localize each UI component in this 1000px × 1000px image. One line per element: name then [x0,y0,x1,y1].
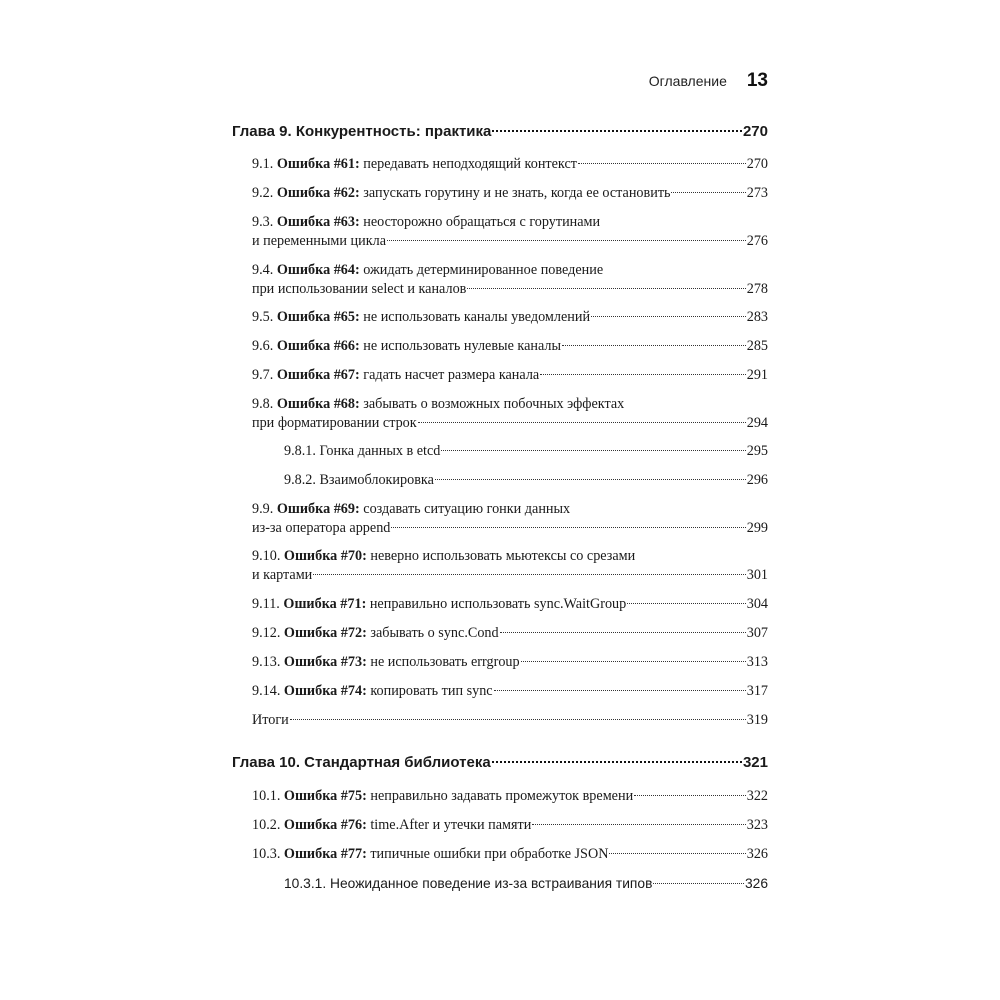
table-of-contents [232,0,768,1000]
leader-dots [634,795,746,796]
leader-dots [435,479,746,480]
entry-title: передавать неподходящий контекст [363,156,577,172]
leader-dots [441,450,745,451]
entry-number: 10.3. [252,846,281,862]
entry-page: 326 [746,846,768,862]
entry-number: 9.11. [252,596,280,612]
toc-entry-10-2[interactable] [252,816,768,835]
entry-number: 9.10. [252,548,281,564]
chapter-9-heading[interactable] [232,122,768,141]
toc-entry-9-6[interactable] [252,337,768,356]
error-label: Ошибка #62: [276,185,360,201]
entry-number: 9.9. [252,501,274,517]
entry-number: 9.6. [252,338,274,354]
leader-dots [391,527,745,528]
chapter-title: Глава 9. Конкурентность: практика [232,123,492,140]
error-label: Ошибка #76: [283,817,367,833]
entry-page: 323 [746,817,768,833]
entry-number: 9.7. [252,367,274,383]
error-label: Ошибка #67: [276,367,360,383]
entry-number: 9.2. [252,185,274,201]
toc-entry-9-8-2[interactable] [284,471,768,490]
error-label: Ошибка #72: [283,625,367,641]
entry-number: 9.12. [252,625,281,641]
entry-number: 9.8.2. [284,472,316,488]
error-label: Ошибка #68: [276,396,360,412]
entry-page: 278 [746,281,768,297]
entry-number: 9.1. [252,156,274,172]
entry-number: 10.3.1. [284,876,327,891]
leader-dots [609,853,745,854]
entry-page: 270 [746,156,768,172]
entry-page: 295 [746,443,768,459]
chapter-page: 321 [742,754,768,771]
leader-dots [492,761,742,763]
error-label: Ошибка #74: [283,683,367,699]
leader-dots [627,603,745,604]
entry-title: запускать горутину и не знать, когда ее остановить [363,185,671,201]
leader-dots [521,661,746,662]
entry-page: 319 [746,712,768,728]
toc-entry-9-3[interactable] [252,213,768,251]
toc-entry-9-2[interactable] [252,184,768,203]
entry-page: 304 [746,596,768,612]
entry-title-continuation: и переменными цикла [252,233,386,249]
error-label: Ошибка #77: [283,846,367,862]
leader-dots [418,422,746,423]
entry-page: 285 [746,338,768,354]
error-label: Ошибка #69: [276,501,360,517]
leader-dots [562,345,746,346]
leader-dots [387,240,746,241]
entry-page: 296 [746,472,768,488]
entry-title: гадать насчет размера канала [363,367,540,383]
entry-page: 294 [746,415,768,431]
error-label: Ошибка #70: [283,548,367,564]
toc-entry-9-8-1[interactable] [284,442,768,461]
entry-title: не использовать каналы уведомлений [363,309,591,325]
toc-entry-9-13[interactable] [252,653,768,672]
entry-title-continuation: при использовании select и каналов [252,281,467,297]
entry-number: 10.2. [252,817,281,833]
error-label: Ошибка #63: [276,214,360,230]
chapter-page: 270 [742,123,768,140]
toc-entry-9-12[interactable] [252,624,768,643]
entry-title: создавать ситуацию гонки данных [363,501,571,517]
leader-dots [494,690,746,691]
entry-page: 291 [746,367,768,383]
chapter-10-heading[interactable] [232,753,768,772]
toc-entry-9-14[interactable] [252,682,768,701]
entry-title: неосторожно обращаться с горутинами [363,214,601,230]
entry-title: Неожиданное поведение из-за встраивания типов [330,876,653,891]
entry-title: неправильно использовать sync.WaitGroup [369,596,627,612]
toc-entry-9-9[interactable] [252,500,768,538]
entry-page: 276 [746,233,768,249]
error-label: Ошибка #64: [276,262,360,278]
leader-dots [532,824,745,825]
toc-entry-9-8[interactable] [252,395,768,433]
leader-dots [500,632,746,633]
entry-number: 9.4. [252,262,274,278]
entry-title: типичные ошибки при обработке JSON [370,846,609,862]
entry-number: 9.13. [252,654,281,670]
toc-entry-summary[interactable] [252,711,768,730]
toc-entry-10-3-1[interactable] [284,874,768,893]
entry-page: 313 [746,654,768,670]
toc-entry-9-10[interactable] [252,547,768,585]
leader-dots [578,163,746,164]
chapter-title: Глава 10. Стандартная библиотека [232,754,491,771]
entry-page: 326 [744,876,768,891]
error-label: Ошибка #73: [283,654,367,670]
entry-number: 9.3. [252,214,274,230]
entry-title: не использовать нулевые каналы [363,338,562,354]
error-label: Ошибка #66: [276,338,360,354]
page-number: 13 [746,70,768,91]
entry-title: копировать тип sync [370,683,493,699]
entry-page: 322 [746,788,768,804]
leader-dots [467,288,745,289]
leader-dots [290,719,746,720]
entry-title: неверно использовать мьютексы со срезами [370,548,636,564]
entry-title: ожидать детерминированное поведение [363,262,604,278]
entry-title-continuation: при форматировании строк [252,415,417,431]
toc-entry-10-3[interactable] [252,845,768,864]
entry-title: Итоги [252,712,289,728]
leader-dots [313,574,745,575]
entry-title-continuation: и картами [252,567,313,583]
entry-title: забывать о возможных побочных эффектах [363,396,625,412]
toc-entry-9-5[interactable] [252,308,768,327]
entry-title: неправильно задавать промежуток времени [370,788,634,804]
entry-number: 9.14. [252,683,281,699]
entry-title: забывать о sync.Cond [370,625,499,641]
leader-dots [671,192,745,193]
leader-dots [591,316,746,317]
entry-page: 283 [746,309,768,325]
entry-title: Взаимоблокировка [319,472,434,488]
entry-title: не использовать errgroup [370,654,520,670]
error-label: Ошибка #61: [276,156,360,172]
entry-number: 9.8. [252,396,274,412]
entry-number: 9.5. [252,309,274,325]
entry-title: Гонка данных в etcd [319,443,441,459]
entry-page: 273 [746,185,768,201]
leader-dots [653,883,744,884]
toc-entry-9-7[interactable] [252,366,768,385]
toc-entry-9-4[interactable] [252,261,768,299]
error-label: Ошибка #65: [276,309,360,325]
running-header-title: Оглавление [648,73,727,89]
toc-entry-10-1[interactable] [252,787,768,806]
entry-number: 10.1. [252,788,281,804]
error-label: Ошибка #75: [283,788,367,804]
toc-entry-9-11[interactable] [252,595,768,614]
entry-page: 317 [746,683,768,699]
entry-page: 301 [746,567,768,583]
entry-title: time.After и утечки памяти [370,817,532,833]
error-label: Ошибка #71: [283,596,367,612]
entry-number: 9.8.1. [284,443,316,459]
leader-dots [540,374,746,375]
toc-entry-9-1[interactable] [252,155,768,174]
leader-dots [492,130,742,132]
entry-page: 307 [746,625,768,641]
entry-title-continuation: из-за оператора append [252,520,391,536]
entry-page: 299 [746,520,768,536]
